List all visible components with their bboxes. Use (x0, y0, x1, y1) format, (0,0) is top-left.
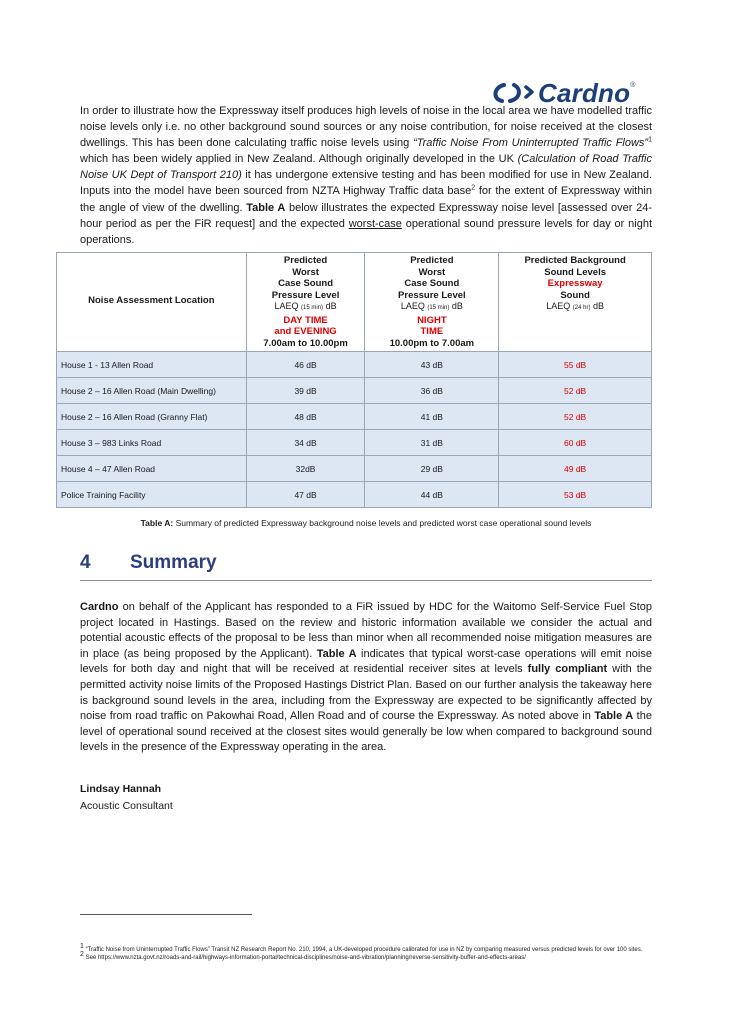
summary-text-8: the level of operational sound received at the closest sites would generally be low when compared to background sound levels in the presence of the Expressway operating in the area. (80, 710, 652, 754)
row-location: Police Training Facility (57, 482, 247, 508)
signature-name: Lindsay Hannah (80, 783, 162, 795)
row-day-level: 39 dB (246, 378, 365, 404)
row-night-level: 29 dB (365, 456, 499, 482)
signature-title: Acoustic Consultant (80, 800, 173, 812)
table-caption (0, 518, 732, 528)
intro-paragraph (80, 103, 652, 248)
row-background-level: 52 dB (499, 404, 652, 430)
row-night-level: 44 dB (365, 482, 499, 508)
crtn-title: “Traffic Noise From Uninterrupted Traffic Flows” (413, 137, 649, 150)
row-location: House 1 - 13 Allen Road (57, 352, 247, 378)
summary-text-6: with the permitted activity noise limits of the Proposed Hastings District Plan. Based on our further analysis the takeaway here is background sound levels in the area, including from the Expressway are expected to be significantly affected by noise from road traffic on Pakowhai Road, Allen Road and of course the Expressway. As noted above in (80, 663, 653, 723)
table-row (57, 482, 652, 508)
caption-text: Summary of predicted Expressway background noise levels and predicted worst case operational sound levels (173, 518, 592, 528)
intro-text-2: which has been widely applied in New Zealand. Although originally developed in the UK (80, 153, 518, 166)
row-night-level: 43 dB (365, 352, 499, 378)
summary-company: Cardno (80, 601, 119, 613)
row-day-level: 47 dB (246, 482, 365, 508)
summary-text-4: indicates that typical worst-case operations will emit noise levels for both day and night that will be received at residential receiver sites at levels (80, 647, 652, 676)
row-day-level: 34 dB (246, 430, 365, 456)
worst-case-underlined: worst-case (348, 217, 402, 230)
header-night: Predicted Worst Case Sound Pressure Level LAEQ (15 min) dB NIGHT TIME 10.00pm to 7.00am (365, 253, 499, 352)
intro-text-6: operational sound pressure levels for day or night operations. (80, 217, 652, 246)
row-background-level: 60 dB (499, 430, 652, 456)
table-row (57, 430, 652, 456)
table-row (57, 378, 652, 404)
header-day: Predicted Worst Case Sound Pressure Level LAEQ (15 min) dB DAY TIME and EVENING 7.00am to 10.00pm (246, 253, 365, 352)
table-row (57, 404, 652, 430)
row-night-level: 36 dB (365, 378, 499, 404)
row-location: House 2 – 16 Allen Road (Main Dwelling) (57, 378, 247, 404)
crtn-origin: (Calculation of Road Traffic Noise UK Dept of Transport 210) (80, 153, 652, 182)
footnote-ref-1: 1 (648, 136, 652, 144)
summary-text-2: on behalf of the Applicant has responded to a FiR issued by HDC for the Waitomo Self-Service Fuel Stop project located in Hastings. Based on the review and historic information available we consider the actual and potential acoustic effects of the proposal to be less than minor when all recommended noise mitigation measures are in place (as being proposed by the Applicant). (80, 601, 652, 660)
summary-table-ref-1: Table A (316, 647, 357, 660)
row-location: House 4 – 47 Allen Road (57, 456, 247, 482)
table-header-row (57, 253, 652, 352)
row-background-level: 53 dB (499, 482, 652, 508)
intro-text-1: In order to illustrate how the Expressway itself produces high levels of noise in the local area we have modelled traffic noise levels only i.e. no other background sound sources or any noise contribution, for noise received at the closest dwellings. This has been done calculating traffic noise levels using (80, 105, 652, 150)
table-a-reference: Table A (246, 201, 286, 214)
footnote-divider (80, 914, 252, 915)
noise-levels-table (56, 252, 652, 508)
section-number: 4 (80, 552, 91, 573)
header-location: Noise Assessment Location (57, 253, 247, 352)
summary-table-ref-2: Table A (594, 710, 634, 723)
row-background-level: 55 dB (499, 352, 652, 378)
section-divider (80, 580, 652, 581)
row-night-level: 41 dB (365, 404, 499, 430)
table-row (57, 456, 652, 482)
section-heading (80, 552, 217, 574)
caption-label: Table A: (140, 518, 174, 528)
intro-text-5: below illustrates the expected Expressway noise level [assessed over 24-hour period as per the FiR request] and the expected (80, 201, 652, 230)
footnote-ref-2: 2 (471, 184, 476, 192)
header-background: Predicted Background Sound Levels Expressway Sound LAEQ (24 hr) dB (499, 253, 652, 352)
section-title: Summary (130, 552, 217, 573)
intro-text-3: it has undergone extensive testing and has been modified for use in New Zealand. Inputs into the model have been sourced from NZTA Highway Traffic data base (80, 169, 652, 198)
row-day-level: 48 dB (246, 404, 365, 430)
logo-registered-mark: ® (630, 82, 636, 89)
logo-text: Cardno (538, 77, 631, 108)
row-day-level: 32dB (246, 456, 365, 482)
row-background-level: 49 dB (499, 456, 652, 482)
table-row (57, 352, 652, 378)
row-location: House 2 – 16 Allen Road (Granny Flat) (57, 404, 247, 430)
row-background-level: 52 dB (499, 378, 652, 404)
row-day-level: 46 dB (246, 352, 365, 378)
footnote-2: $^2$ See https://www.nzta.govt.nz/roads-and-rail/highways-information-portal/technical-disciplines/noise-and-vibration/planning/reverse-sensitivity-buffer-and-effects-areas/ (80, 951, 526, 961)
summary-paragraph (80, 600, 652, 756)
summary-fully-compliant: fully compliant (527, 663, 608, 676)
footnotes (80, 943, 655, 962)
signature-block (80, 781, 173, 815)
row-night-level: 31 dB (365, 430, 499, 456)
row-location: House 3 – 983 Links Road (57, 430, 247, 456)
intro-text-4: for the extent of Expressway within the angle of view of the dwelling. (80, 185, 652, 214)
footnote-1: $^1$ “Traffic Noise from Uninterrupted Traffic Flows” Transit NZ Research Report No. 210, 1994, a UK-developed procedure calibrated for use in NZ by comparing measured versus predicted levels for over 100 sites. (80, 943, 643, 953)
